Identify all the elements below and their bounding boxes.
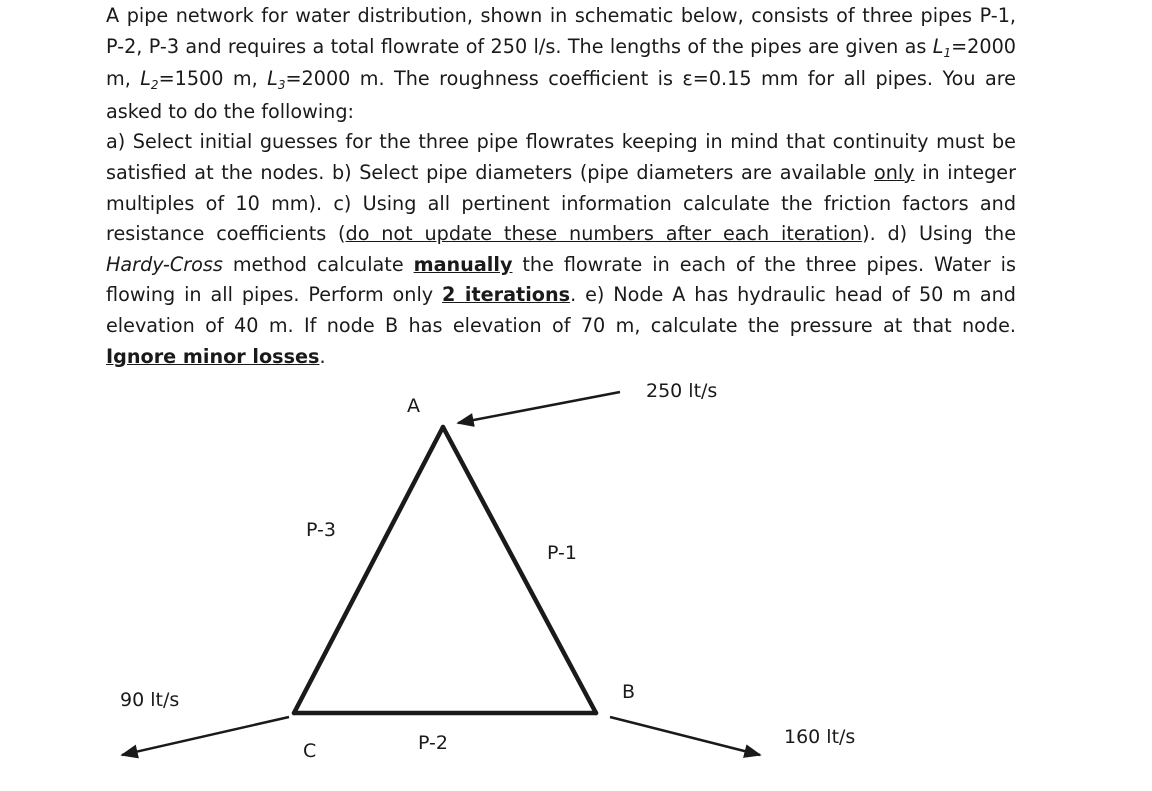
pipe-p2-label: P-2 xyxy=(418,732,448,754)
intro-text: A pipe network for water distribution, shown in schematic below, consists of three pipes P-1, P-2, P-3 and requires a total flowrate of 250 l/s. The lengths of the pipes are given as xyxy=(106,4,1016,58)
length-2-symbol: L xyxy=(140,67,151,91)
length-1-subscript: 1 xyxy=(943,45,952,60)
only-emphasis: only xyxy=(873,160,915,184)
manually-emphasis: manually xyxy=(413,252,513,276)
hardy-cross-term: Hardy-Cross xyxy=(106,252,223,276)
task-b-text: in integer multiples of 10 mm). c) Using all pertinent information calculate the friction factors and resistance coefficients ( xyxy=(106,160,1016,246)
task-a-text: a) Select initial guesses for the three pipe flowrates keeping in mind that continuity must be satisfied at the nodes. b) Select pipe diameters (pipe diameters are available xyxy=(106,130,1016,184)
task-d-text: method calculate xyxy=(222,252,414,276)
length-2-subscript: 2 xyxy=(150,78,159,93)
node-c-label: C xyxy=(303,740,317,762)
pipe-p1-label: P-1 xyxy=(547,542,577,564)
length-3-symbol: L xyxy=(267,67,278,91)
outflow-c-label: 90 lt/s xyxy=(120,689,180,711)
node-b-label: B xyxy=(622,681,636,703)
ignore-minor-losses-emphasis: Ignore minor losses xyxy=(106,344,320,368)
task-f-text: . e) Node A has hydraulic head of 50 m and elevation of 40 m. If node B has elevation of 70 m, calculate the pressure at that node. xyxy=(106,283,1016,337)
length-1-value: =2000 m, xyxy=(106,34,1016,91)
task-c-text: ). d) Using the xyxy=(862,222,1016,246)
iterations-emphasis: 2 iterations xyxy=(442,283,571,307)
task-e-text: the flowrate in each of the three pipes. Water is flowing in all pipes. Perform only xyxy=(106,252,1016,307)
length-3-subscript: 3 xyxy=(277,78,286,93)
inflow-arrow-a xyxy=(458,392,620,423)
length-3-value: =2000 m. The roughness coefficient is ε=0.15 mm for all pipes. You are asked to do the following: xyxy=(106,67,1016,123)
pipe-p3-line xyxy=(294,427,443,713)
pipe-p1-line xyxy=(443,427,596,713)
no-update-emphasis: do not update these numbers after each iteration xyxy=(345,222,863,246)
outflow-arrow-c xyxy=(122,717,289,755)
end-period: . xyxy=(319,344,326,368)
node-a-label: A xyxy=(407,395,420,417)
pipe-p3-label: P-3 xyxy=(306,519,336,541)
outflow-arrow-b xyxy=(610,717,760,755)
length-2-value: =1500 m, xyxy=(158,67,268,91)
inflow-a-label: 250 lt/s xyxy=(646,380,718,402)
length-1-symbol: L xyxy=(932,34,944,58)
outflow-b-label: 160 lt/s xyxy=(784,726,856,748)
